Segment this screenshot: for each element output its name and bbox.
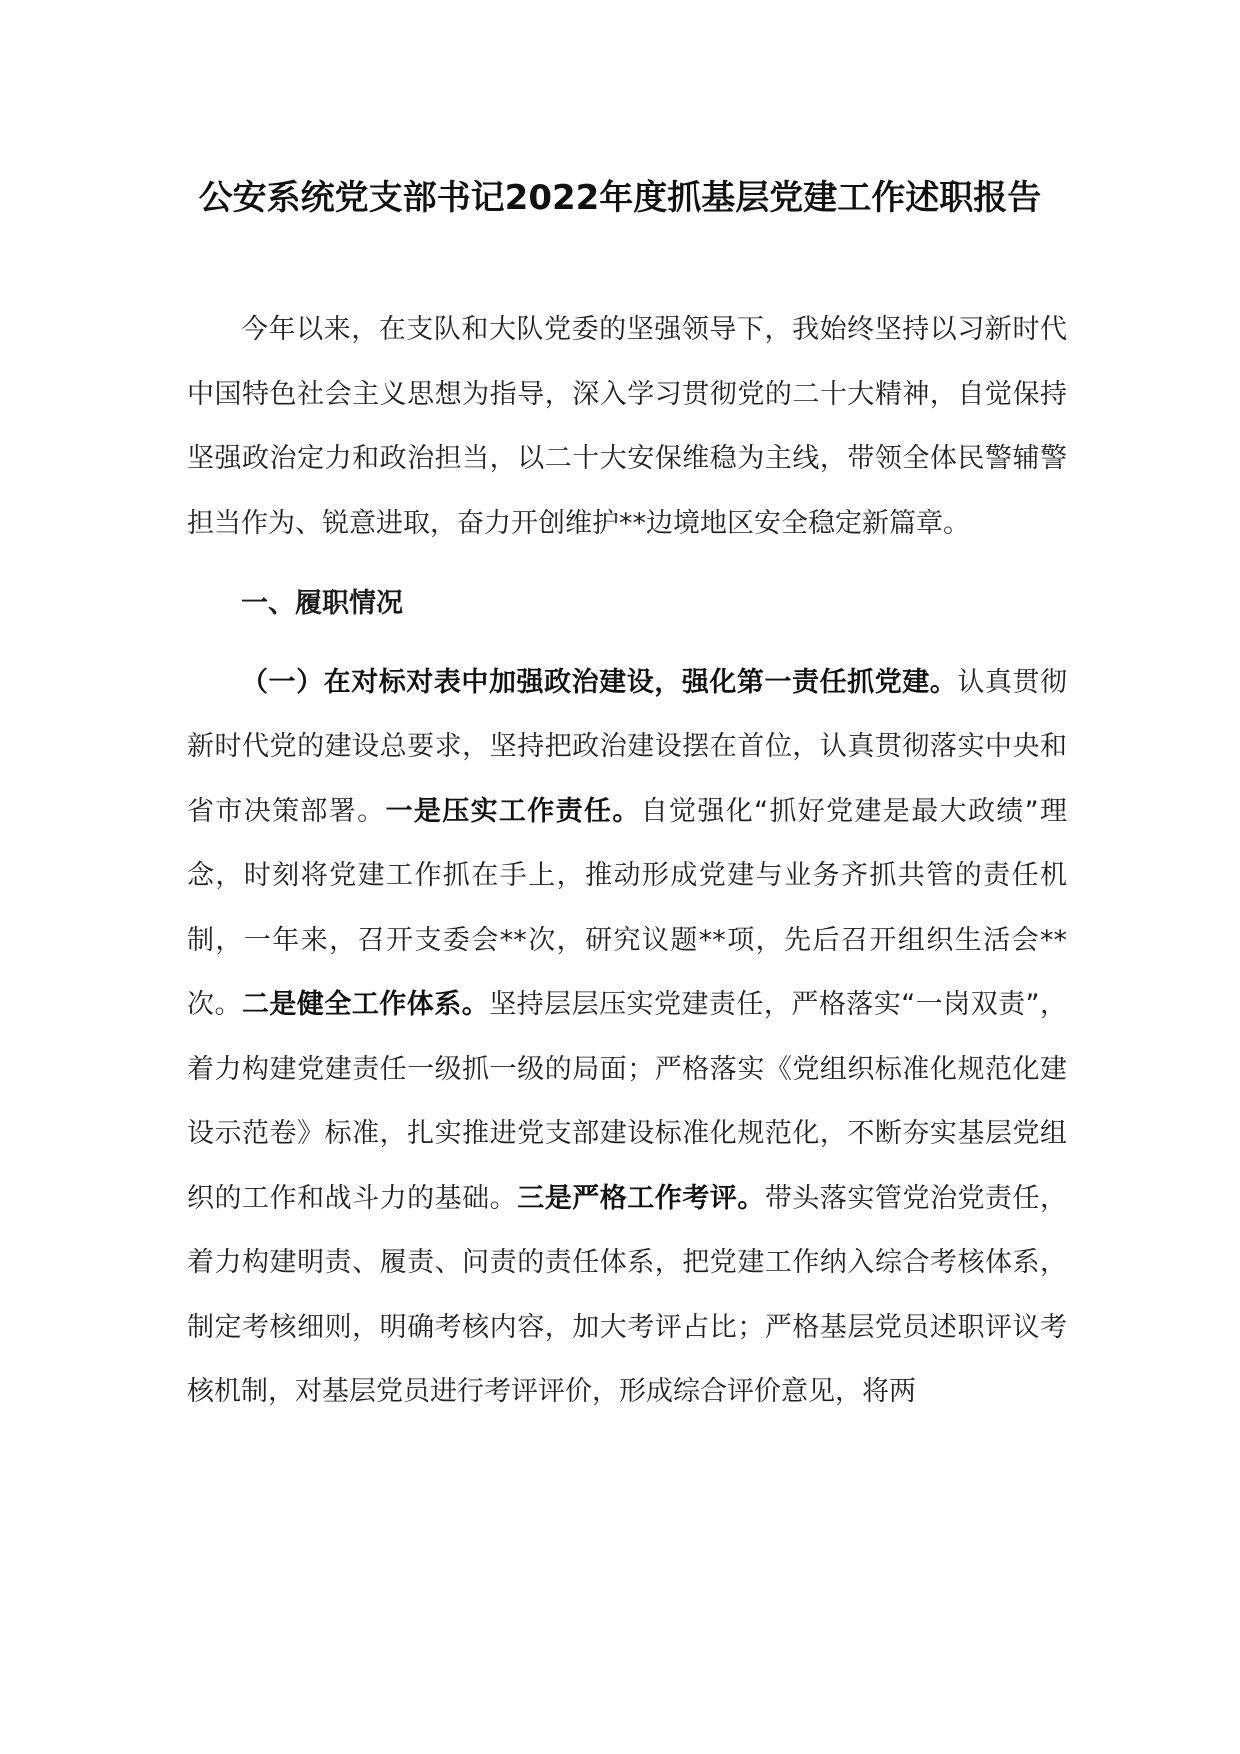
point-2-text: 坚持层层压实党建责任，严格落实“一岗双责”，着力构建党建责任一级抓一级的局面；严格落实《党组织标准化规范化建设示范卷》标准，扎实推进党支部建设标准化规范化，不断夯实基层党组织的工作和战斗力的基础。 (187, 989, 1068, 1214)
subsection-paragraph (187, 651, 1067, 1425)
subsection-heading: （一）在对标对表中加强政治建设，强化第一责任抓党建。 (241, 666, 958, 698)
document-title: 公安系统党支部书记2022年度抓基层党建工作述职报告 (198, 178, 1042, 218)
subsection-intro-text: 认真贯彻新时代党的建设总要求，坚持把政治建设摆在首位，认真贯彻落实中央和省市决策部署。 (187, 666, 1067, 827)
intro-paragraph: 今年以来，在支队和大队党委的坚强领导下，我始终坚持以习新时代中国特色社会主义思想为指导，深入学习贯彻党的二十大精神，自觉保持坚强政治定力和政治担当，以二十大安保维稳为主线，带领全体民警辅警担当作为、锐意进取，奋力开创维护**边境地区安全稳定新篇章。 (187, 314, 1067, 539)
section-heading: 一、履职情况 (241, 588, 403, 619)
point-3-text: 带头落实管党治党责任，着力构建明责、履责、问责的责任体系，把党建工作纳入综合考核体系，制定考核细则，明确考核内容，加大考评占比；严格基层党员述职评议考核机制，对基层党员进行考评评价，形成综合评价意见，将两 (187, 1182, 1068, 1407)
point-3-label: 三是严格工作考评。 (517, 1182, 765, 1214)
point-1-label: 一是压实工作责任。 (385, 795, 641, 827)
document-body (187, 298, 1067, 1425)
point-1-text: 自觉强化“抓好党建是最大政绩”理念，时刻将党建工作抓在手上，推动形成党建与业务齐抓共管的责任机制，一年来，召开支委会**次，研究议题**项，先后召开组织生活会**次。 (187, 795, 1068, 1020)
point-2-label: 二是健全工作体系。 (241, 989, 490, 1020)
